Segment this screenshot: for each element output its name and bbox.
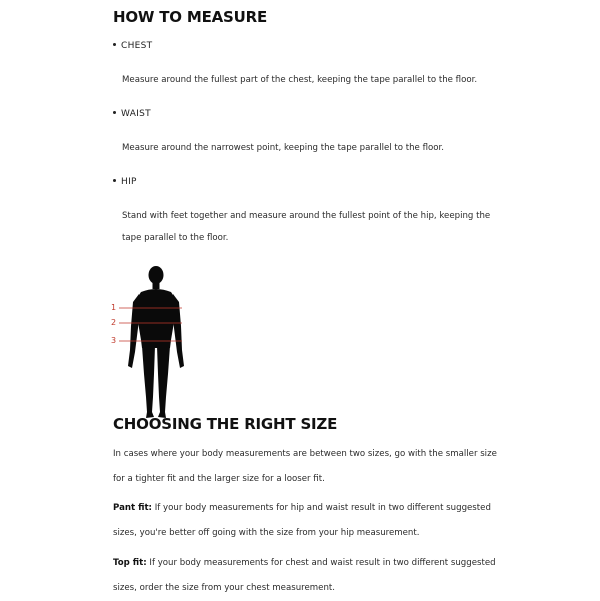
bullet-dot-icon	[113, 179, 116, 182]
bullet-label: HIP	[121, 177, 137, 187]
bullet-dot-icon	[113, 111, 116, 114]
measure-label-3: 3	[111, 336, 117, 345]
bullet-chest	[113, 41, 152, 51]
how-to-measure-title: HOW TO MEASURE	[113, 8, 268, 26]
hip-description: Stand with feet together and measure around the fullest point of the hip, keeping the tape parallel to the floor.	[122, 211, 491, 243]
top-fit-text: If your body measurements for chest and waist result in two different suggested sizes, order the size from your chest measurement.	[113, 558, 496, 593]
bullet-label: CHEST	[121, 41, 153, 51]
chest-description: Measure around the fullest part of the chest, keeping the tape parallel to the floor.	[122, 75, 478, 85]
size-intro-paragraph: In cases where your body measurements are between two sizes, go with the smaller size for a tighter fit and the larger size for a looser fit.	[113, 449, 497, 484]
top-fit-paragraph	[113, 551, 503, 601]
choosing-size-title: CHOOSING THE RIGHT SIZE	[113, 415, 338, 433]
bullet-label: WAIST	[121, 109, 151, 119]
top-fit-label: Top fit:	[113, 558, 147, 568]
measure-label-1: 1	[111, 303, 117, 312]
pant-fit-text: If your body measurements for hip and waist result in two different suggested sizes, you're better off going with the size from your hip measurement.	[113, 503, 491, 538]
body-measurement-figure	[108, 262, 198, 422]
pant-fit-label: Pant fit:	[113, 503, 152, 513]
pant-fit-paragraph	[113, 496, 503, 546]
body-silhouette-icon	[128, 266, 184, 418]
bullet-hip	[113, 177, 137, 187]
bullet-waist	[113, 109, 151, 119]
waist-description: Measure around the narrowest point, keeping the tape parallel to the floor.	[122, 143, 444, 153]
measure-label-2: 2	[111, 318, 117, 327]
bullet-dot-icon	[113, 43, 116, 46]
